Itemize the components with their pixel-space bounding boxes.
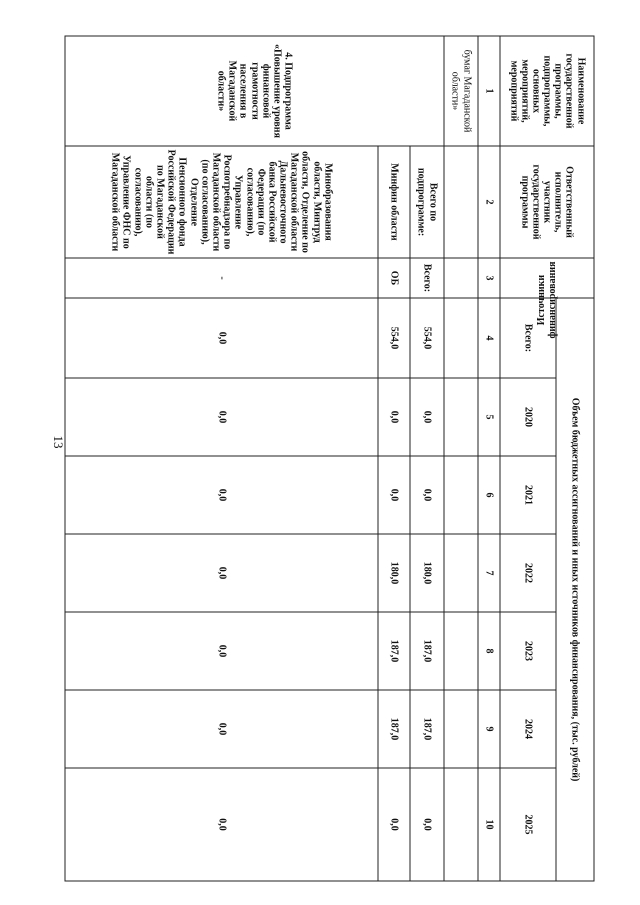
empty-cell — [444, 378, 478, 456]
responsible-cell: Минфин области — [378, 146, 410, 258]
empty-cell — [444, 258, 478, 298]
empty-cell — [444, 768, 478, 881]
source-cell: - — [65, 258, 378, 298]
funding-table-rotated — [65, 36, 595, 881]
empty-cell — [444, 612, 478, 690]
column-number: 6 — [478, 456, 500, 534]
value-cell: 554,0 — [410, 298, 444, 378]
value-cell: 0,0 — [65, 456, 378, 534]
value-cell: 187,0 — [378, 690, 410, 768]
value-cell: 187,0 — [410, 690, 444, 768]
header-year: 2025 — [500, 768, 556, 881]
table-row-continuation — [444, 36, 478, 881]
table-row-participants — [65, 36, 378, 881]
value-cell: 0,0 — [378, 456, 410, 534]
source-cell: Всего: — [410, 258, 444, 298]
value-cell: 0,0 — [410, 456, 444, 534]
header-total: Всего: — [500, 298, 556, 378]
column-number-row — [478, 36, 500, 881]
funding-table — [65, 36, 595, 882]
column-number: 8 — [478, 612, 500, 690]
value-cell: 0,0 — [65, 298, 378, 378]
table-row-minfin — [378, 36, 410, 881]
header-year: 2020 — [500, 378, 556, 456]
value-cell: 187,0 — [410, 612, 444, 690]
value-cell: 0,0 — [410, 378, 444, 456]
header-year: 2024 — [500, 690, 556, 768]
value-cell: 187,0 — [378, 612, 410, 690]
column-number: 3 — [478, 258, 500, 298]
value-cell: 0,0 — [410, 768, 444, 881]
value-cell: 0,0 — [65, 690, 378, 768]
empty-cell — [444, 534, 478, 612]
subprogram-name-cell: 4. Подпрограмма «Повышение уровня финансовой грамотности населения в Магаданской области» — [65, 36, 444, 146]
column-number: 10 — [478, 768, 500, 881]
header-year: 2022 — [500, 534, 556, 612]
column-number: 7 — [478, 534, 500, 612]
column-number: 2 — [478, 146, 500, 258]
value-cell: 0,0 — [65, 768, 378, 881]
header-year: 2023 — [500, 612, 556, 690]
column-number: 5 — [478, 378, 500, 456]
header-year: 2021 — [500, 456, 556, 534]
value-cell: 180,0 — [378, 534, 410, 612]
empty-cell — [444, 298, 478, 378]
empty-cell — [444, 690, 478, 768]
source-cell: ОБ — [378, 258, 410, 298]
value-cell: 180,0 — [410, 534, 444, 612]
table-row-subprogram-total — [410, 36, 444, 881]
header-funding: Объем бюджетных ассигнований и иных источников финансирования, (тыс. рублей) — [556, 298, 594, 881]
value-cell: 554,0 — [378, 298, 410, 378]
empty-cell — [444, 146, 478, 258]
value-cell: 0,0 — [378, 378, 410, 456]
value-cell: 0,0 — [65, 534, 378, 612]
continuation-text: бумаг Магаданской области» — [444, 36, 478, 146]
header-name: Наименование государственной программы, подпрограммы, основных мероприятий, мероприятий — [500, 36, 594, 146]
page-number: 13 — [51, 435, 66, 449]
column-number: 1 — [478, 36, 500, 146]
responsible-cell: Всего по подпрограмме: — [410, 146, 444, 258]
empty-cell — [444, 456, 478, 534]
value-cell: 0,0 — [65, 378, 378, 456]
header-responsible: Ответственный исполнитель, участник государственной программы — [500, 146, 594, 258]
column-number: 9 — [478, 690, 500, 768]
column-number: 4 — [478, 298, 500, 378]
responsible-cell: Минобразования области, Минтруд области, Отделение по Магаданской области Дальневосточного банка Российской Федерации (по согласованию), Управление Роспотребнадзора по Магаданской области (по согласованию), Отделение Пенсионного фонда Российской Федерации по Магаданской области (по согласованию), Управление ФНС по Магаданской области — [65, 146, 378, 258]
value-cell: 0,0 — [65, 612, 378, 690]
header-source: Источники финансирования — [500, 258, 594, 298]
value-cell: 0,0 — [378, 768, 410, 881]
header-row-funding — [556, 36, 594, 881]
